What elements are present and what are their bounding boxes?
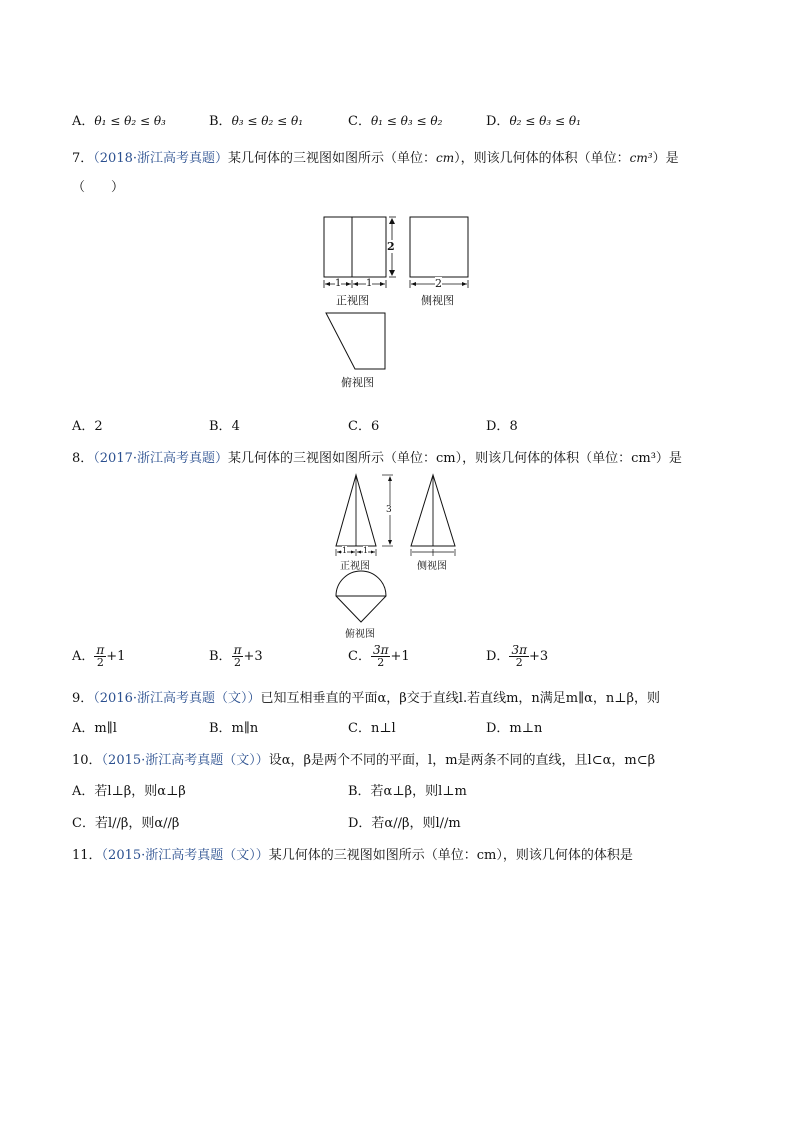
q11-stem: 11．（2015·浙江高考真题（文））某几何体的三视图如图所示（单位：cm），则该几何体的体积是 xyxy=(72,848,633,863)
q8-source: （2017·浙江高考真题） xyxy=(93,451,228,466)
q9-option-b: B．m∥n xyxy=(209,721,259,736)
q7-option-c: C．6 xyxy=(348,419,380,434)
q7-source: （2018·浙江高考真题） xyxy=(93,151,228,166)
q11-source: （2015·浙江高考真题（文）） xyxy=(101,848,269,863)
q6-option-d: D．θ₂ ≤ θ₃ ≤ θ₁ xyxy=(486,114,581,129)
q8-option-c: C． $\frac{3\pi}{2}$ +1 xyxy=(348,643,410,669)
q9-option-d: D．m⊥n xyxy=(486,721,543,736)
q9-option-c: C．n⊥l xyxy=(348,721,396,736)
q7-front-label: 正视图 xyxy=(336,294,369,307)
q7-stem: 7．（2018·浙江高考真题）某几何体的三视图如图所示（单位：cm），则该几何体的体积（单位：cm³）是 xyxy=(72,151,679,166)
q10-option-a: A．若l⊥β，则α⊥β xyxy=(72,784,186,799)
q9-stem: 9．（2016·浙江高考真题（文））已知互相垂直的平面α，β交于直线l.若直线m，n满足m∥α，n⊥β，则 xyxy=(72,691,661,706)
q10-option-b: B．若α⊥β，则l⊥m xyxy=(348,784,467,799)
q9-option-a: A．m∥l xyxy=(72,721,117,736)
q8-dim-w2: 1 xyxy=(363,546,369,555)
q8-option-d: D． $\frac{3\pi}{2}$ +3 xyxy=(486,643,549,669)
q10-source: （2015·浙江高考真题（文）） xyxy=(101,753,269,768)
q8-option-b: B． $\frac{\pi}{2}$ +3 xyxy=(209,643,263,669)
q7-option-d: D．8 xyxy=(486,419,518,434)
q8-top-label: 俯视图 xyxy=(345,629,375,640)
q8-stem: 8．（2017·浙江高考真题）某几何体的三视图如图所示（单位：cm），则该几何体的体积（单位：cm³）是 xyxy=(72,451,682,466)
q10-option-d: D．若α//β，则l//m xyxy=(348,816,461,831)
q8-option-a: A． $\frac{\pi}{2}$ +1 xyxy=(72,643,126,669)
q7-side-label: 侧视图 xyxy=(421,294,454,307)
q8-dim-w1: 1 xyxy=(342,546,348,555)
q8-dim-height: 3 xyxy=(386,505,392,515)
q7-option-b: B．4 xyxy=(209,419,240,434)
q7-top-label: 俯视图 xyxy=(341,376,374,389)
q9-source: （2016·浙江高考真题（文）） xyxy=(93,691,261,706)
q10-stem: 10．（2015·浙江高考真题（文））设α，β是两个不同的平面，l，m是两条不同的直线，且l⊂α，m⊂β xyxy=(72,753,656,768)
q7-dim-height: 2 xyxy=(387,240,395,253)
q6-option-c: C．θ₁ ≤ θ₃ ≤ θ₂ xyxy=(348,114,443,129)
q7-answer-paren: （ ） xyxy=(72,180,125,195)
q7-dim-w2: 1 xyxy=(366,278,373,289)
q8-side-label: 侧视图 xyxy=(417,561,447,572)
q7-dim-w1: 1 xyxy=(335,278,342,289)
q8-front-label: 正视图 xyxy=(340,561,370,572)
q6-option-b: B．θ₃ ≤ θ₂ ≤ θ₁ xyxy=(209,114,304,129)
q10-option-c: C．若l//β，则α//β xyxy=(72,816,180,831)
q6-option-a: A．θ₁ ≤ θ₂ ≤ θ₃ xyxy=(72,114,166,129)
q7-dim-side: 2 xyxy=(435,277,442,290)
q7-option-a: A．2 xyxy=(72,419,103,434)
